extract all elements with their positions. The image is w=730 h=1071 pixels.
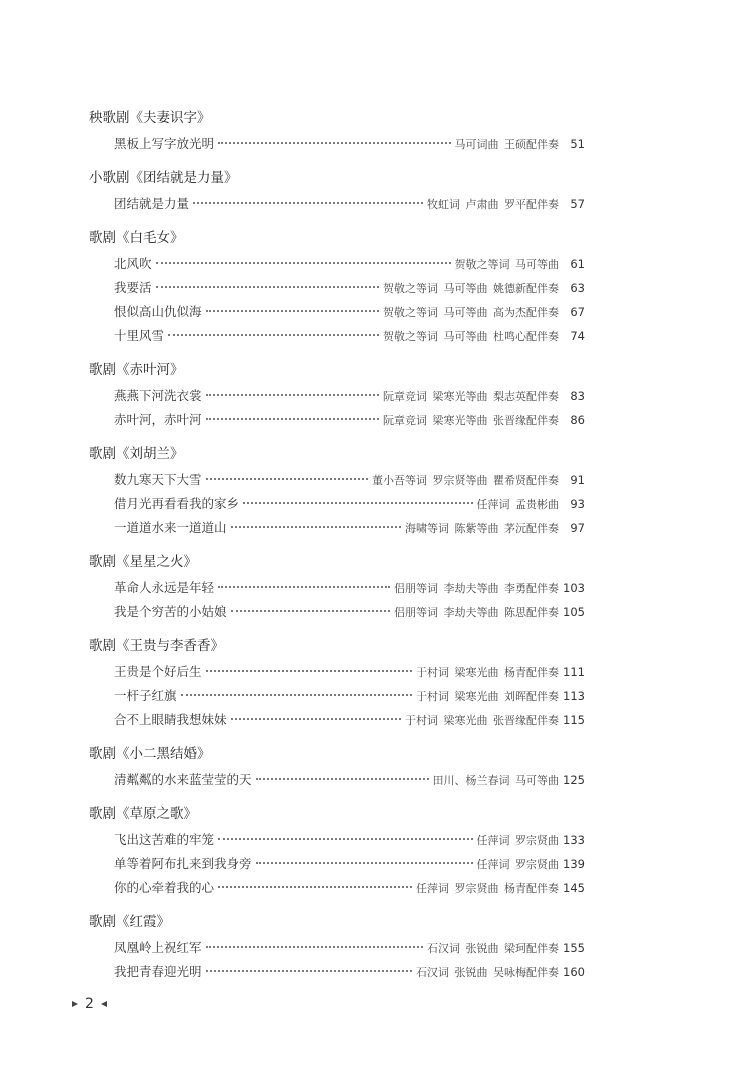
dot-leader [206,478,368,480]
entry-title: 一杆子红旗 [114,688,177,703]
dot-leader [206,310,379,312]
section-title: 歌剧《红霞》 [89,914,170,930]
dot-leader [206,670,412,672]
dot-leader [231,526,401,528]
entry-credits: 海啸等词 陈紫等曲 茅沅配伴奏 [405,522,559,535]
entry-page-number: 125 [563,773,585,787]
toc-entry[interactable] [89,300,585,324]
toc-entry[interactable] [89,252,585,276]
entry-page-number: 139 [563,857,585,871]
entry-page-number: 97 [570,521,585,535]
toc-entry[interactable] [89,384,585,408]
toc-section [89,912,585,984]
toc-section [89,444,585,540]
toc-section [89,636,585,732]
entry-credits: 任萍词 罗宗贤曲 [476,834,559,847]
section-title: 歌剧《小二黑结婚》 [89,746,211,762]
entry-title: 数九寒天下大雪 [114,472,202,487]
dot-leader [256,862,473,864]
entry-title: 清粼粼的水来蓝莹莹的天 [114,772,252,787]
triangle-left-icon [101,1001,107,1007]
entry-page-number: 115 [563,713,585,727]
entry-page-number: 111 [563,665,585,679]
dot-leader [206,418,379,420]
entry-credits: 马可词曲 王硕配伴奏 [454,138,559,151]
toc-entry[interactable] [89,408,585,432]
toc-section [89,360,585,432]
entry-credits: 牧虹词 卢肃曲 罗平配伴奏 [427,198,559,211]
dot-leader [193,202,423,204]
entry-title: 王贵是个好后生 [114,664,202,679]
toc-entry[interactable] [89,660,585,684]
entry-credits: 于村词 梁寒光曲 张晋缘配伴奏 [405,714,559,727]
entry-credits: 于村词 梁寒光曲 刘晖配伴奏 [416,690,559,703]
section-title: 歌剧《草原之歌》 [89,806,197,822]
entry-title: 团结就是力量 [114,196,190,211]
dot-leader [218,142,450,144]
dot-leader [206,946,423,948]
section-title: 歌剧《王贵与李香香》 [89,638,224,654]
entry-title: 北风吹 [114,256,152,271]
toc-section [89,228,585,348]
entry-title: 我把青春迎光明 [114,964,202,979]
entry-page-number: 93 [570,497,585,511]
toc-entry[interactable] [89,960,585,984]
entry-credits: 贺敬之等词 马可等曲 杜鸣心配伴奏 [383,330,559,343]
toc-entry[interactable] [89,192,585,216]
toc-entry[interactable] [89,852,585,876]
dot-leader [218,886,412,888]
dot-leader [181,694,412,696]
toc-section [89,168,585,216]
entry-page-number: 67 [570,305,585,319]
dot-leader [206,970,412,972]
toc-section [89,108,585,156]
entry-page-number: 105 [563,605,585,619]
entry-credits: 贺敬之等词 马可等曲 高为杰配伴奏 [383,306,559,319]
toc-entry[interactable] [89,708,585,732]
toc-entry[interactable] [89,324,585,348]
toc-entry[interactable] [89,468,585,492]
toc-entry[interactable] [89,132,585,156]
entry-title: 合不上眼睛我想妹妹 [114,712,227,727]
entry-credits: 侣朋等词 李劫夫等曲 李勇配伴奏 [394,582,559,595]
section-title: 秧歌剧《夫妻识字》 [89,110,211,126]
entry-credits: 任萍词 罗宗贤曲 杨青配伴奏 [416,882,559,895]
entry-credits: 阮章竞词 梁寒光等曲 张晋缘配伴奏 [383,414,559,427]
section-title: 歌剧《刘胡兰》 [89,446,184,462]
entry-page-number: 61 [570,257,585,271]
entry-title: 黑板上写字放光明 [114,136,215,151]
entry-page-number: 51 [570,137,585,151]
section-title: 小歌剧《团结就是力量》 [89,170,238,186]
entry-credits: 贺敬之等词 马可等曲 姚德新配伴奏 [383,282,559,295]
entry-title: 飞出这苦难的牢笼 [114,832,215,847]
entry-title: 恨似高山仇似海 [114,304,202,319]
section-title: 歌剧《星星之火》 [89,554,197,570]
toc-section [89,804,585,900]
toc-entry[interactable] [89,684,585,708]
entry-credits: 董小吾等词 罗宗贤等曲 瞿希贤配伴奏 [372,474,559,487]
dot-leader [218,838,472,840]
toc-entry[interactable] [89,828,585,852]
entry-credits: 任萍词 罗宗贤曲 [476,858,559,871]
entry-credits: 任萍词 孟贵彬曲 [476,498,559,511]
entry-title: 借月光再看看我的家乡 [114,496,240,511]
entry-page-number: 91 [570,473,585,487]
dot-leader [206,394,379,396]
entry-title: 凤凰岭上祝红军 [114,940,202,955]
entry-page-number: 103 [563,581,585,595]
toc-section [89,744,585,792]
page-footer [72,996,107,1012]
entry-page-number: 133 [563,833,585,847]
triangle-right-icon [72,1001,78,1007]
entry-credits: 贺敬之等词 马可等曲 [454,258,559,271]
entry-page-number: 160 [563,965,585,979]
toc-entry[interactable] [89,768,585,792]
entry-title: 我是个穷苦的小姑娘 [114,604,227,619]
entry-title: 一道道水来一道道山 [114,520,227,535]
entry-title: 燕燕下河洗衣裳 [114,388,202,403]
toc-entry[interactable] [89,516,585,540]
entry-title: 十里风雪 [114,328,165,343]
entry-page-number: 83 [570,389,585,403]
entry-title: 赤叶河，赤叶河 [114,412,202,427]
entry-credits: 田川、杨兰春词 马可等曲 [432,774,559,787]
toc-entry[interactable] [89,576,585,600]
toc-entry[interactable] [89,936,585,960]
dot-leader [168,334,379,336]
entry-credits: 侣朋等词 李劫夫等曲 陈思配伴奏 [394,606,559,619]
dot-leader [231,610,390,612]
dot-leader [231,718,401,720]
dot-leader [256,778,429,780]
entry-title: 你的心牵着我的心 [114,880,215,895]
entry-page-number: 113 [563,689,585,703]
entry-page-number: 74 [570,329,585,343]
table-of-contents [89,108,585,984]
page-number: 2 [85,996,94,1012]
toc-entry[interactable] [89,276,585,300]
entry-page-number: 155 [563,941,585,955]
dot-leader [156,286,379,288]
entry-page-number: 57 [570,197,585,211]
dot-leader [156,262,451,264]
entry-title: 革命人永远是年轻 [114,580,215,595]
dot-leader [243,502,472,504]
toc-entry[interactable] [89,600,585,624]
entry-credits: 于村词 梁寒光曲 杨青配伴奏 [416,666,559,679]
entry-credits: 石汉词 张锐曲 梁珂配伴奏 [427,942,559,955]
entry-page-number: 63 [570,281,585,295]
section-title: 歌剧《赤叶河》 [89,362,184,378]
entry-title: 我要活 [114,280,152,295]
entry-credits: 阮章竞词 梁寒光等曲 梨志英配伴奏 [383,390,559,403]
toc-entry[interactable] [89,492,585,516]
entry-credits: 石汉词 张锐曲 吴咏梅配伴奏 [416,966,559,979]
section-title: 歌剧《白毛女》 [89,230,184,246]
toc-section [89,552,585,624]
dot-leader [218,586,390,588]
entry-page-number: 145 [563,881,585,895]
toc-entry[interactable] [89,876,585,900]
entry-page-number: 86 [570,413,585,427]
entry-title: 单等着阿布扎来到我身旁 [114,856,252,871]
